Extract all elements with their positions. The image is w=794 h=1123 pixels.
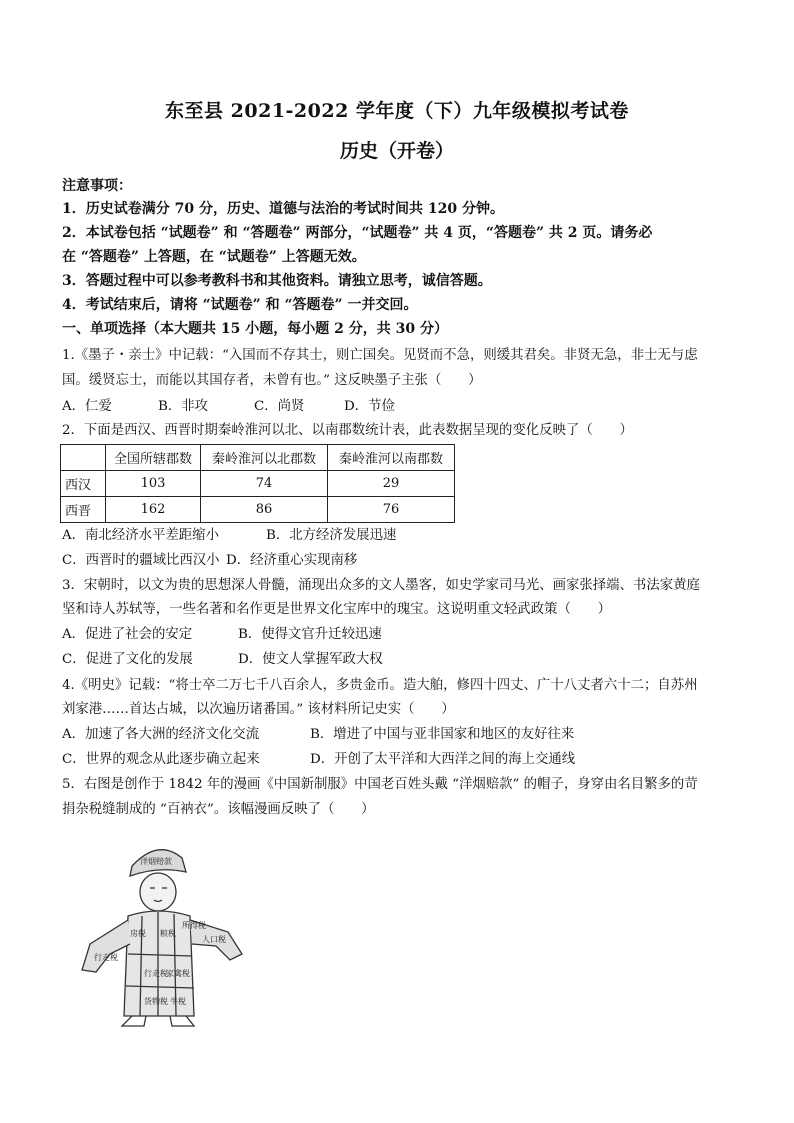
q2-options-row-1 bbox=[62, 527, 742, 545]
patch-label: 人口税 bbox=[202, 935, 226, 944]
table-cell: 86 bbox=[201, 497, 328, 523]
patch-label: 房税 bbox=[130, 929, 146, 938]
q3-option-b: B．使得文官升迁较迅速 bbox=[238, 627, 382, 642]
patch-label: 牛税 bbox=[170, 997, 186, 1006]
q5-line-2: 捐杂税缝制成的 “百衲衣”。该幅漫画反映了（ ） bbox=[62, 802, 375, 817]
feet-shape bbox=[122, 1016, 194, 1026]
q2-option-a: A．南北经济水平差距缩小 bbox=[62, 528, 219, 543]
table-cell: 162 bbox=[106, 497, 201, 523]
q2-options-row-2 bbox=[62, 552, 742, 570]
hat-label: 洋烟赔款 bbox=[140, 857, 172, 866]
patch-label: 粮税 bbox=[160, 929, 176, 938]
table-header-cell bbox=[61, 445, 106, 471]
q3-options-row-1 bbox=[62, 626, 742, 644]
q1-line-2: 国。缓贤忘士，而能以其国存者，未曾有也。” 这反映墨子主张（ ） bbox=[62, 373, 482, 388]
patch-label: 家禽税 bbox=[166, 969, 190, 978]
q3-option-d: D．使文人掌握军政大权 bbox=[238, 652, 383, 667]
q1-option-d: D．节俭 bbox=[344, 399, 395, 414]
table-cell: 103 bbox=[106, 471, 201, 497]
q2-option-b: B．北方经济发展迅速 bbox=[266, 528, 397, 543]
q3-option-c: C．促进了文化的发展 bbox=[62, 652, 193, 667]
section-heading: 一、单项选择（本大题共 15 小题，每小题 2 分，共 30 分） bbox=[62, 321, 448, 337]
patch-label: 所得税 bbox=[182, 921, 206, 930]
q4-option-c: C．世界的观念从此逐步确立起来 bbox=[62, 752, 260, 767]
exam-subtitle: 历史（开卷） bbox=[339, 140, 454, 162]
q1-line-1: 1.《墨子・亲士》中记载：“入国而不存其士，则亡国矣。见贤而不急，则缓其君矣。非贤无急，非士无与虑 bbox=[62, 348, 698, 363]
q4-option-b: B．增进了中国与亚非国家和地区的友好往来 bbox=[310, 727, 575, 742]
q4-line-1: 4.《明史》记载：“将士卒二万七千八百余人，多贵金币。造大舶，修四十四丈、广十八丈者六十二；自苏州 bbox=[62, 678, 698, 693]
table-cell: 西汉 bbox=[61, 471, 106, 497]
q3-line-2: 坚和诗人苏轼等，一些名著和名作更是世界文化宝库中的瑰宝。这说明重文轻武政策（ ） bbox=[62, 602, 612, 617]
cartoon-image bbox=[70, 836, 250, 1030]
q5-line-1: 5．右图是创作于 1842 年的漫画《中国新制服》中国老百姓头戴 “洋烟赔款” 的帽子，身穿由名目繁多的苛 bbox=[62, 777, 698, 792]
notice-item-2: 2．本试卷包括 “试题卷” 和 “答题卷” 两部分，“试题卷” 共 4 页，“答题卷” 共 2 页。请务必 bbox=[62, 225, 653, 241]
q1-option-c: C．尚贤 bbox=[254, 399, 305, 414]
table-cell: 74 bbox=[201, 471, 328, 497]
notice-item-1: 1．历史试卷满分 70 分，历史、道德与法治的考试时间共 120 分钟。 bbox=[62, 201, 504, 217]
face-shape bbox=[140, 873, 176, 911]
patch-label: 行走税 bbox=[94, 953, 118, 962]
table-cell: 29 bbox=[328, 471, 455, 497]
q4-option-a: A．加速了各大洲的经济文化交流 bbox=[62, 727, 260, 742]
notice-item-4: 4．考试结束后，请将 “试题卷” 和 “答题卷” 一并交回。 bbox=[62, 297, 418, 313]
q2-option-d: D．经济重心实现南移 bbox=[226, 553, 358, 568]
notice-heading: 注意事项： bbox=[62, 178, 132, 194]
table-cell: 76 bbox=[328, 497, 455, 523]
q3-option-a: A．促进了社会的安定 bbox=[62, 627, 193, 642]
table-row bbox=[61, 497, 455, 523]
table-row bbox=[61, 471, 455, 497]
q4-line-2: 刘家港……首达占城，以次遍历诸番国。” 该材料所记史实（ ） bbox=[62, 702, 455, 717]
q2-stem: 2．下面是西汉、西晋时期秦岭淮河以北、以南郡数统计表，此表数据呈现的变化反映了（ ） bbox=[62, 423, 633, 438]
q1-option-b: B．非攻 bbox=[158, 399, 209, 414]
q2-option-c: C．西晋时的疆域比西汉小 bbox=[62, 553, 220, 568]
q4-options-row-2 bbox=[62, 751, 742, 769]
county-count-table bbox=[60, 444, 455, 523]
q1-options bbox=[62, 398, 742, 416]
patch-label: 货物税 bbox=[144, 997, 168, 1006]
notice-item-2-cont: 在 “答题卷” 上答题，在 “试题卷” 上答题无效。 bbox=[62, 249, 366, 265]
table-cell: 西晋 bbox=[61, 497, 106, 523]
table-header-cell: 秦岭淮河以北郡数 bbox=[201, 445, 328, 471]
q3-line-1: 3．宋朝时，以文为贵的思想深人骨髓，涌现出众多的文人墨客，如史学家司马光、画家张择端、书法家黄庭 bbox=[62, 578, 700, 593]
table-header-row bbox=[61, 445, 455, 471]
q4-options-row-1 bbox=[62, 726, 742, 744]
table-header-cell: 全国所辖郡数 bbox=[106, 445, 201, 471]
q1-option-a: A．仁爱 bbox=[62, 399, 112, 414]
patch-label: 行走税 bbox=[144, 969, 168, 978]
left-arm-shape bbox=[82, 920, 130, 972]
q4-option-d: D．开创了太平洋和大西洋之间的海上交通线 bbox=[310, 752, 576, 767]
exam-title: 东至县 2021-2022 学年度（下）九年级模拟考试卷 bbox=[165, 100, 629, 122]
notice-item-3: 3．答题过程中可以参考教科书和其他资料。请独立思考，诚信答题。 bbox=[62, 273, 492, 289]
q3-options-row-2 bbox=[62, 651, 742, 669]
table-header-cell: 秦岭淮河以南郡数 bbox=[328, 445, 455, 471]
